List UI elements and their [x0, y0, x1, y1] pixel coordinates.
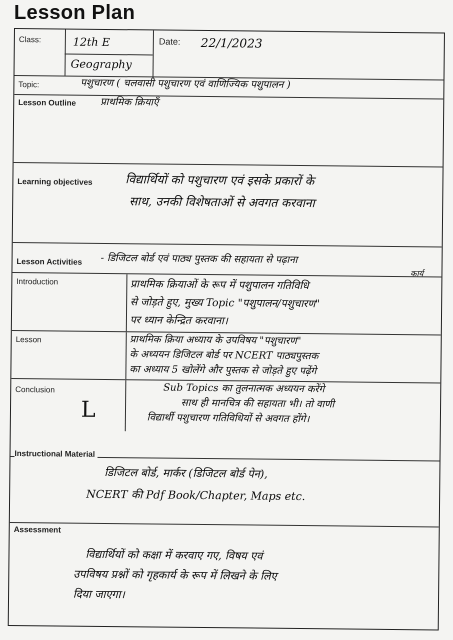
assessment-row	[9, 523, 439, 631]
class-divider	[65, 54, 153, 56]
assessment-line3: दिया जाएगा।	[73, 587, 125, 602]
page-title: Lesson Plan	[14, 2, 136, 24]
divider	[153, 30, 154, 76]
objectives-line1: विद्यार्थियों को पशुचारण एवं इसके प्रकारों के	[125, 172, 315, 189]
activities-row	[12, 243, 441, 277]
activities-value: - डिजिटल बोर्ड एवं पाठ्य पुस्तक की सहायता से पढ़ाना	[100, 252, 298, 266]
introduction-label: Introduction	[16, 277, 59, 287]
topic-value: पशुचारण ( चलवासी पशुचारण एवं वाणिज्यिक पशुपालन )	[80, 77, 291, 91]
date-value: 22/1/2023	[200, 35, 263, 51]
assessment-label: Assessment	[13, 525, 61, 535]
date-label: Date:	[158, 36, 181, 47]
outline-value: प्राथमिक क्रियाएँ	[100, 96, 159, 109]
subject-value: Geography	[70, 57, 132, 72]
material-label: Instructional Material	[14, 449, 98, 459]
activities-label: Lesson Activities	[16, 257, 83, 267]
intro-line3: पर ध्यान केन्द्रित करवाना।	[129, 314, 228, 328]
assessment-line2: उपविषय प्रश्नों को गृहकार्य के रूप में लिखने के लिए	[73, 567, 277, 583]
conclusion-line2: साथ ही मानचित्र की सहायता भी। तो वाणी	[181, 397, 335, 411]
class-value: 12th E	[72, 35, 110, 50]
outline-label: Lesson Outline	[18, 98, 77, 108]
conclusion-label: Conclusion	[15, 385, 55, 395]
conclusion-line3: विद्यार्थी पशुचारण गतिविधियों से अवगत होंगे।	[146, 412, 310, 426]
assessment-line1: विद्यार्थियों को कक्षा में करवाए गए, विषय एवं	[85, 547, 263, 563]
intro-line2: से जोड़ते हुए, मुख्य Topic "पशुपालन/पशुचारण"	[130, 296, 321, 311]
activities-value-cont: कार्य	[410, 269, 424, 279]
divider	[125, 332, 126, 379]
material-line1: डिजिटल बोर्ड, मार्कर (डिजिटल बोर्ड पेन),	[104, 465, 268, 481]
class-label: Class:	[18, 35, 42, 45]
lesson-line1: प्राथमिक क्रिया अध्याय के उपविषय "पशुचारण"	[129, 334, 302, 348]
lesson-line3: का अध्याय 5 खोलेंगे और पुस्तक से जोड़ते हुए पढ़ेंगे	[129, 364, 317, 378]
introduction-row	[12, 273, 442, 335]
material-row	[10, 449, 440, 527]
material-line2: NCERT की Pdf Book/Chapter, Maps etc.	[86, 487, 306, 504]
intro-line1: प्राथमिक क्रियाओं के रूप में पशुपालन गतिविधि	[130, 278, 309, 293]
outline-row	[14, 95, 444, 167]
conclusion-line1: Sub Topics का तुलनात्मक अध्ययन करेंगे	[163, 382, 325, 396]
header-row	[14, 29, 443, 80]
lesson-row	[11, 331, 440, 383]
divider	[126, 274, 128, 331]
divider	[125, 380, 127, 431]
lesson-line2: के अध्ययन डिजिटल बोर्ड पर NCERT पाठ्यपुस्तक	[129, 349, 319, 363]
objectives-line2: साथ, उनकी विशेषताओं से अवगत करवाना	[129, 194, 315, 211]
topic-label: Topic:	[18, 80, 40, 90]
objectives-label: Learning objectives	[17, 177, 93, 187]
lesson-plan-form	[8, 28, 445, 630]
conclusion-mark: L	[80, 397, 96, 423]
divider	[65, 30, 66, 76]
lesson-label: Lesson	[15, 335, 42, 345]
objectives-row	[13, 163, 443, 247]
